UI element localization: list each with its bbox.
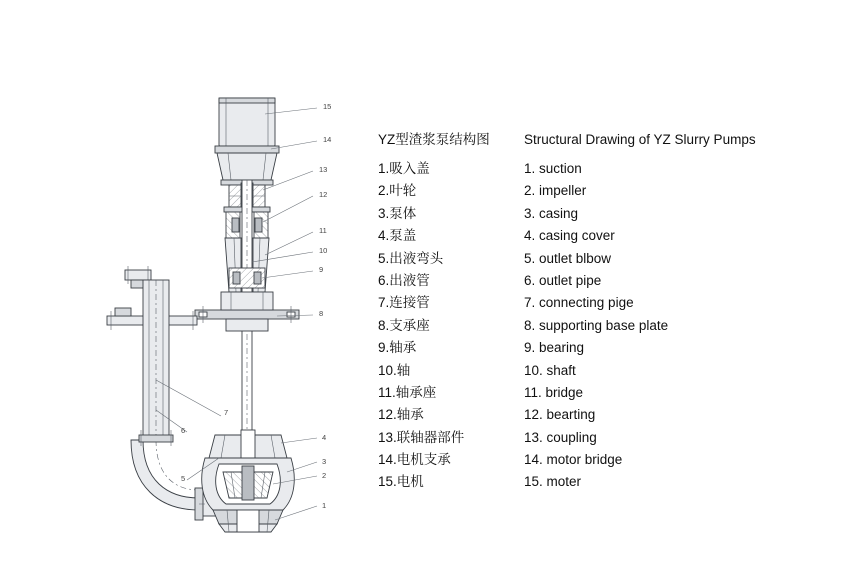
suction-cover [213,510,283,532]
legend-title-cn: YZ型渣浆泵结构图 [378,132,490,147]
legend-item-6 [378,271,808,293]
callout-14: 14 [323,135,332,144]
pump-cross-section-drawing [95,80,375,550]
legend-item-15-cn: 15.电机 [378,474,424,490]
legend-item-1-cn: 1.吸入盖 [378,161,430,176]
callout-8: 8 [319,309,324,318]
legend-title-row [378,131,808,149]
legend-item-1-en: 1. suction [524,161,582,176]
callout-13: 13 [319,165,328,174]
legend-item-3-cn: 3.泵体 [378,205,417,221]
legend-item-4-cn: 4.泵盖 [378,228,417,244]
legend-item-6-cn: 6.出液管 [378,272,430,288]
legend-item-9 [378,338,808,360]
callout-5: 5 [181,474,186,483]
legend-item-13 [378,428,808,450]
legend-item-12 [378,405,808,427]
legend-item-4-en: 4. casing cover [524,228,615,244]
legend-item-14-cn: 14.电机支承 [378,452,451,468]
legend-item-13-en: 13. coupling [524,429,597,445]
legend-item-10-en: 10. shaft [524,362,576,378]
legend-item-8 [378,316,808,338]
legend-item-7-cn: 7.连接管 [378,295,430,311]
legend-item-2-cn: 2.叶轮 [378,183,417,199]
legend-item-5-en: 5. outlet blbow [524,250,612,266]
legend-item-2-en: 2. impeller [524,183,587,199]
legend-item-3 [378,204,808,226]
parts-legend [378,131,808,495]
legend-item-3-en: 3. casing [524,205,579,221]
legend-item-14 [378,450,808,472]
legend-item-11-en: 11. bridge [524,384,584,400]
legend-item-12-cn: 12.轴承 [378,407,424,423]
legend-item-1 [378,159,808,181]
legend-item-11 [378,383,808,405]
legend-item-10-cn: 10.轴 [378,362,411,378]
legend-item-8-cn: 8.支承座 [378,317,430,333]
legend-item-10 [378,361,808,383]
callout-4: 4 [322,433,327,442]
callout-12: 12 [319,190,328,199]
legend-item-6-en: 6. outlet pipe [524,272,602,288]
callout-11: 11 [319,226,327,235]
legend-item-11-cn: 11.轴承座 [378,384,437,400]
legend-item-13-cn: 13.联轴器部件 [378,429,465,445]
legend-item-15-en: 15. moter [524,474,582,490]
legend-item-12-en: 12. bearting [524,407,596,423]
lower-bearing [229,268,265,288]
callout-1: 1 [322,501,327,510]
callout-3: 3 [322,457,327,466]
callout-9: 9 [319,265,324,274]
callout-7: 7 [224,408,229,417]
supporting-base-plate [195,292,299,331]
legend-item-2 [378,181,808,203]
legend-item-7-en: 7. connecting pige [524,295,634,311]
callout-2: 2 [322,471,327,480]
legend-item-9-en: 9. bearing [524,340,585,356]
legend-title-en: Structural Drawing of YZ Slurry Pumps [524,132,756,147]
legend-item-15 [378,472,808,494]
casing-cover [209,430,287,460]
legend-item-14-en: 14. motor bridge [524,452,623,468]
legend-item-4 [378,226,808,248]
connecting-pipe [131,430,199,510]
outlet-pipe [143,280,169,440]
legend-item-7 [378,293,808,315]
legend-item-5 [378,249,808,271]
callout-10: 10 [319,246,328,255]
legend-item-9-cn: 9.轴承 [378,340,417,356]
legend-item-5-cn: 5.出液弯头 [378,250,444,266]
callout-15: 15 [323,102,332,111]
callout-6: 6 [181,426,186,435]
legend-item-8-en: 8. supporting base plate [524,317,669,333]
motor-assembly [215,98,279,153]
